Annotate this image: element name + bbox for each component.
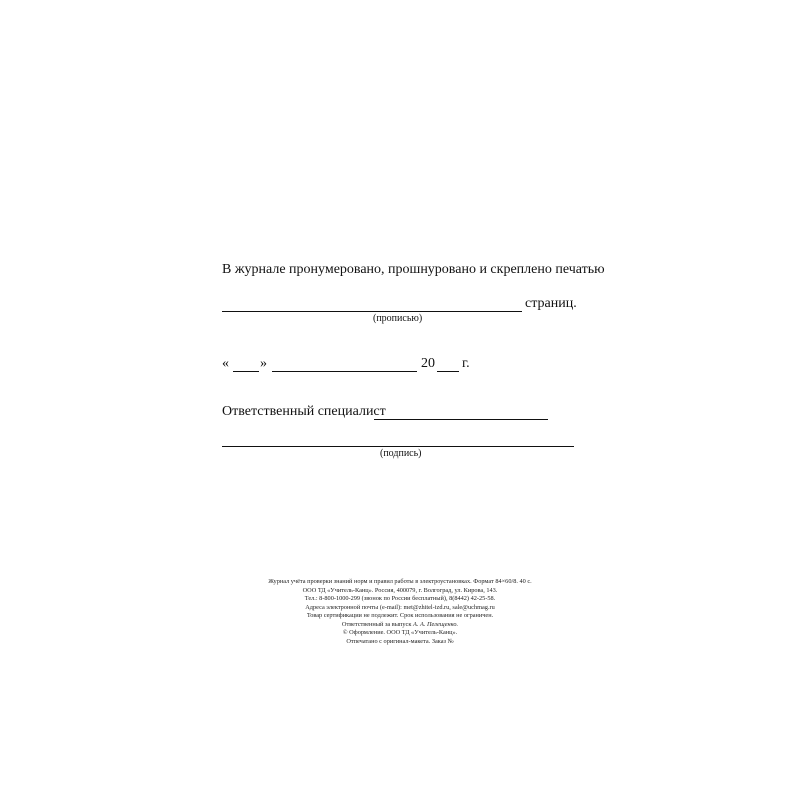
year-blank xyxy=(437,371,459,372)
imprint-line-responsible xyxy=(220,621,580,630)
year-suffix: г. xyxy=(462,356,470,371)
month-blank xyxy=(272,371,417,372)
signature-blank xyxy=(222,446,574,447)
publisher-imprint xyxy=(220,578,580,646)
imprint-line-title: Журнал учёта проверки знаний норм и правил работы в электроустановках. Формат 84×60/8. 40 с. xyxy=(268,578,532,585)
imprint-line-certification: Товар сертификации не подлежит. Срок использования не ограничен. xyxy=(306,612,494,619)
pages-caption: (прописью) xyxy=(373,313,423,324)
pages-suffix: страниц. xyxy=(525,296,577,311)
year-prefix: 20 xyxy=(421,356,435,371)
imprint-line-phone: Тел.: 8-800-1000-299 (звонок по России бесплатный), 8(8442) 42-25-58. xyxy=(304,595,496,602)
pages-count-blank xyxy=(222,311,522,312)
day-blank xyxy=(233,371,259,372)
imprint-line-design: © Оформление. ООО ТД «Учитель-Канц». xyxy=(342,629,458,636)
journal-statement: В журнале пронумеровано, прошнуровано и скреплено печатью xyxy=(222,262,605,277)
imprint-responsible-label: Ответственный за выпуск xyxy=(341,620,412,628)
imprint-line-print-order: Отпечатано с оригинал-макета. Заказ № xyxy=(346,637,454,645)
date-open-quote: « xyxy=(222,356,229,371)
imprint-responsible-name: А. А. Пелещенко. xyxy=(412,620,459,628)
date-close-quote: » xyxy=(260,356,267,371)
imprint-line-email: Адреса электронной почты (e-mail): met@zhitel-izd.ru, sale@uchmag.ru xyxy=(305,603,495,611)
responsible-label: Ответственный специалист xyxy=(222,404,386,419)
imprint-line-address: ООО ТД «Учитель-Канц». Россия, 400079, г. Волгоград, ул. Кирова, 143. xyxy=(302,586,498,594)
signature-caption: (подпись) xyxy=(380,448,422,459)
responsible-name-blank xyxy=(374,419,548,420)
